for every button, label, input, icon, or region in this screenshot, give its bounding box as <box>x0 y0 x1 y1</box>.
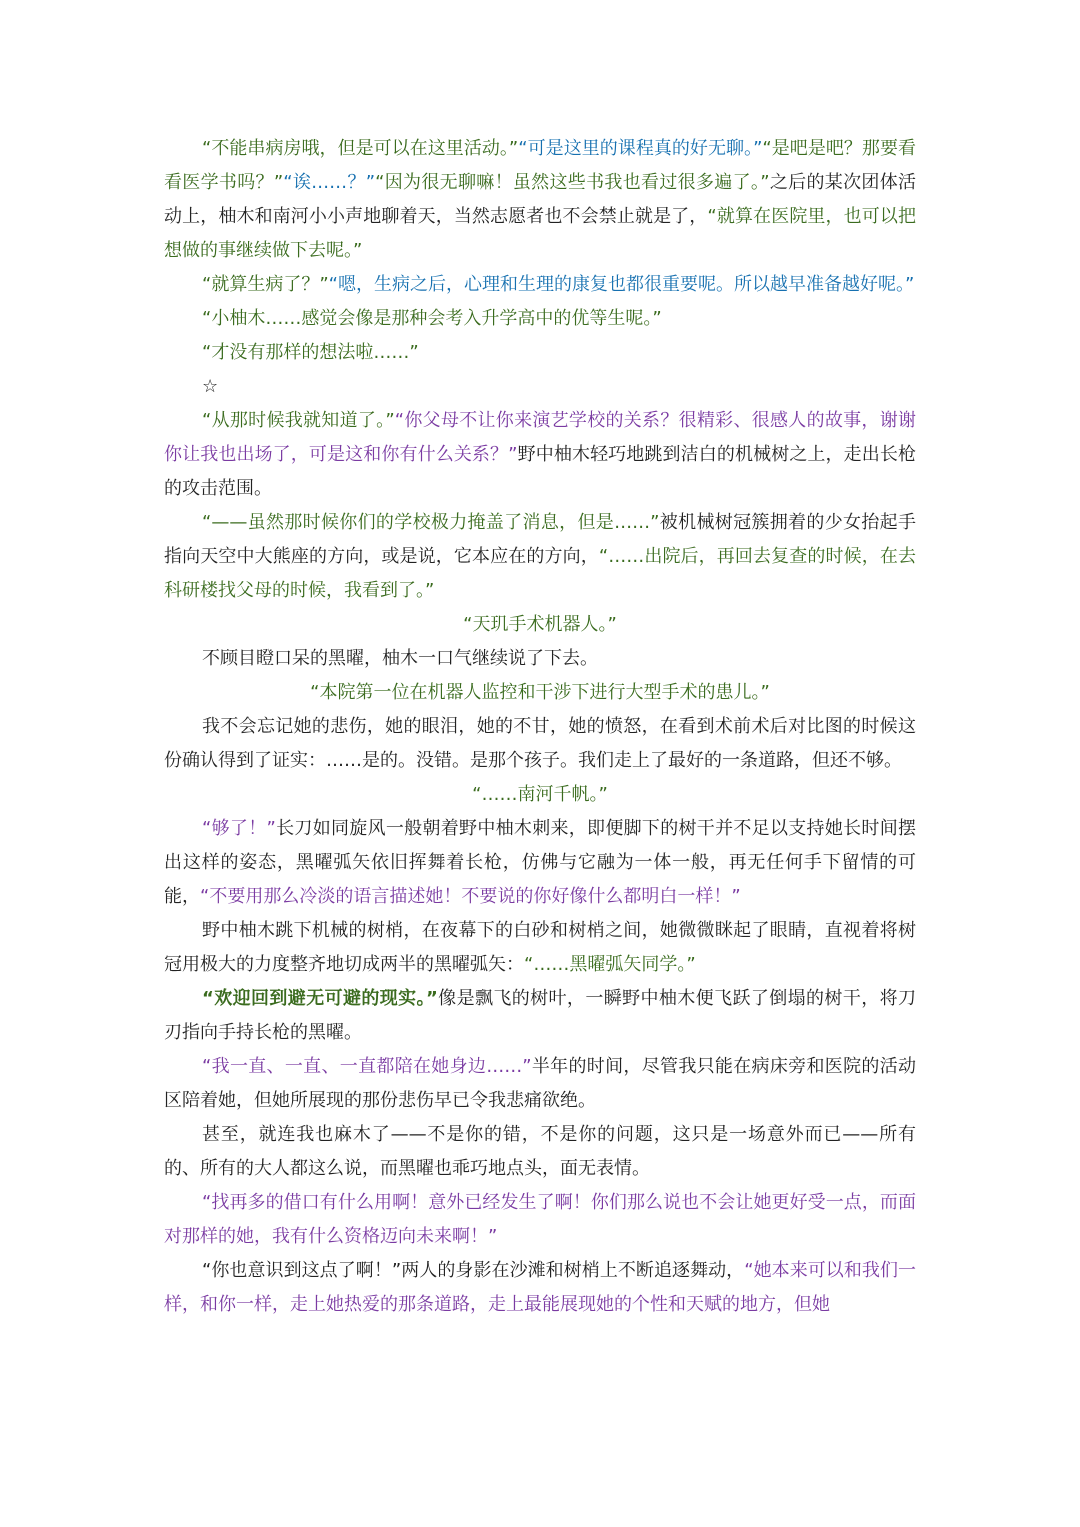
paragraph <box>164 812 916 914</box>
paragraph <box>164 404 916 506</box>
paragraph <box>164 506 916 608</box>
text-segment: “你父母不让你来演艺学校的关系？很精彩、很感人的故事，谢谢你让我也出场了，可是这和你有什么关系？” <box>164 410 916 465</box>
paragraph <box>164 642 916 676</box>
text-segment: “才没有那样的想法啦……” <box>202 342 419 363</box>
text-segment: “天玑手术机器人。” <box>463 614 617 635</box>
text-segment: “从那时候我就知道了。” <box>202 410 395 431</box>
paragraph <box>164 302 916 336</box>
text-segment: “是吧是吧？那要看看医学书吗？” <box>164 138 916 193</box>
paragraph <box>164 914 916 982</box>
text-segment: “她本来可以和我们一样，和你一样，走上她热爱的那条道路，走上最能展现她的个性和天赋的地方，但她 <box>164 1260 917 1315</box>
paragraph <box>164 132 916 268</box>
paragraph <box>164 1118 916 1186</box>
text-segment: ☆ <box>202 376 219 397</box>
paragraph <box>164 268 916 302</box>
paragraph <box>164 778 916 812</box>
text-segment: “……黑曜弧矢同学。” <box>524 954 696 975</box>
text-segment: “我一直、一直、一直都陪在她身边……” <box>202 1056 532 1077</box>
story-text <box>164 132 916 1322</box>
text-segment: 野中柚木轻巧地跳到洁白的机械树之上，走出长枪的攻击范围。 <box>164 444 917 499</box>
text-segment: 半年的时间，尽管我只能在病床旁和医院的活动区陪着她，但她所展现的那份悲伤早已令我悲痛欲绝。 <box>164 1056 916 1111</box>
paragraph <box>164 336 916 370</box>
paragraph <box>164 608 916 642</box>
text-segment: 甚至，就连我也麻木了——不是你的错，不是你的问题，这只是一场意外而已——所有的、所有的大人都这么说，而黑曜也乖巧地点头，面无表情。 <box>164 1124 916 1179</box>
text-segment: “你也意识到这点了啊！” <box>202 1260 402 1281</box>
text-segment: “小柚木……感觉会像是那种会考入升学高中的优等生呢。” <box>202 308 662 329</box>
text-segment: 野中柚木跳下机械的树梢，在夜幕下的白砂和树梢之间，她微微眯起了眼睛，直视着将树冠用极大的力度整齐地切成两半的黑曜弧矢： <box>164 920 916 975</box>
text-segment: “本院第一位在机器人监控和干涉下进行大型手术的患儿。” <box>310 682 770 703</box>
text-segment: “不要用那么冷淡的语言描述她！不要说的你好像什么都明白一样！” <box>200 886 741 907</box>
text-segment: 不顾目瞪口呆的黑曜，柚木一口气继续说了下去。 <box>202 648 598 669</box>
text-segment: “就算生病了？” <box>202 274 329 295</box>
text-segment: “——虽然那时候你们的学校极力掩盖了消息，但是……” <box>202 512 660 533</box>
text-segment: 像是飘飞的树叶，一瞬野中柚木便飞跃了倒塌的树干，将刀刃指向手持长枪的黑曜。 <box>164 988 916 1043</box>
text-segment: “因为很无聊嘛！虽然这些书我也看过很多遍了。” <box>375 172 770 193</box>
text-segment: “够了！” <box>202 818 276 839</box>
paragraph <box>164 1050 916 1118</box>
paragraph <box>164 1254 916 1322</box>
paragraph <box>164 370 916 404</box>
paragraph <box>164 1186 916 1254</box>
paragraph <box>164 710 916 778</box>
text-segment: “……南河千帆。” <box>472 784 608 805</box>
text-segment: “不能串病房哦，但是可以在这里活动。” <box>202 138 519 159</box>
text-segment: 两人的身影在沙滩和树梢上不断追逐舞动， <box>401 1260 745 1281</box>
text-segment: “……出院后，再回去复查的时候，在去科研楼找父母的时候，我看到了。” <box>164 546 916 601</box>
text-segment: 我不会忘记她的悲伤，她的眼泪，她的不甘，她的愤怒，在看到术前术后对比图的时候这份确认得到了证实：……是的。没错。是那个孩子。我们走上了最好的一条道路，但还不够。 <box>164 716 916 771</box>
text-segment: “嗯，生病之后，心理和生理的康复也都很重要呢。所以越早准备越好呢。” <box>328 274 915 295</box>
text-segment: 被机械树冠簇拥着的少女抬起手指向天空中大熊座的方向，或是说，它本应在的方向， <box>164 512 917 567</box>
text-segment: “诶……？” <box>283 172 376 193</box>
text-segment: 之后的某次团体活动上，柚木和南河小小声地聊着天，当然志愿者也不会禁止就是了， <box>164 172 917 227</box>
paragraph <box>164 676 916 710</box>
text-segment: “可是这里的课程真的好无聊。” <box>518 138 763 159</box>
text-segment: 长刀如同旋风一般朝着野中柚木刺来，即便脚下的树干并不足以支持她长时间摆出这样的姿态，黑曜弧矢依旧挥舞着长枪，仿佛与它融为一体一般，再无任何手下留情的可能， <box>164 818 917 907</box>
text-segment: “找再多的借口有什么用啊！意外已经发生了啊！你们那么说也不会让她更好受一点，而面对那样的她，我有什么资格迈向未来啊！” <box>164 1192 916 1247</box>
paragraph <box>164 982 916 1050</box>
text-segment: “就算在医院里，也可以把想做的事继续做下去呢。” <box>164 206 916 261</box>
text-segment: “欢迎回到避无可避的现实。” <box>202 988 438 1009</box>
